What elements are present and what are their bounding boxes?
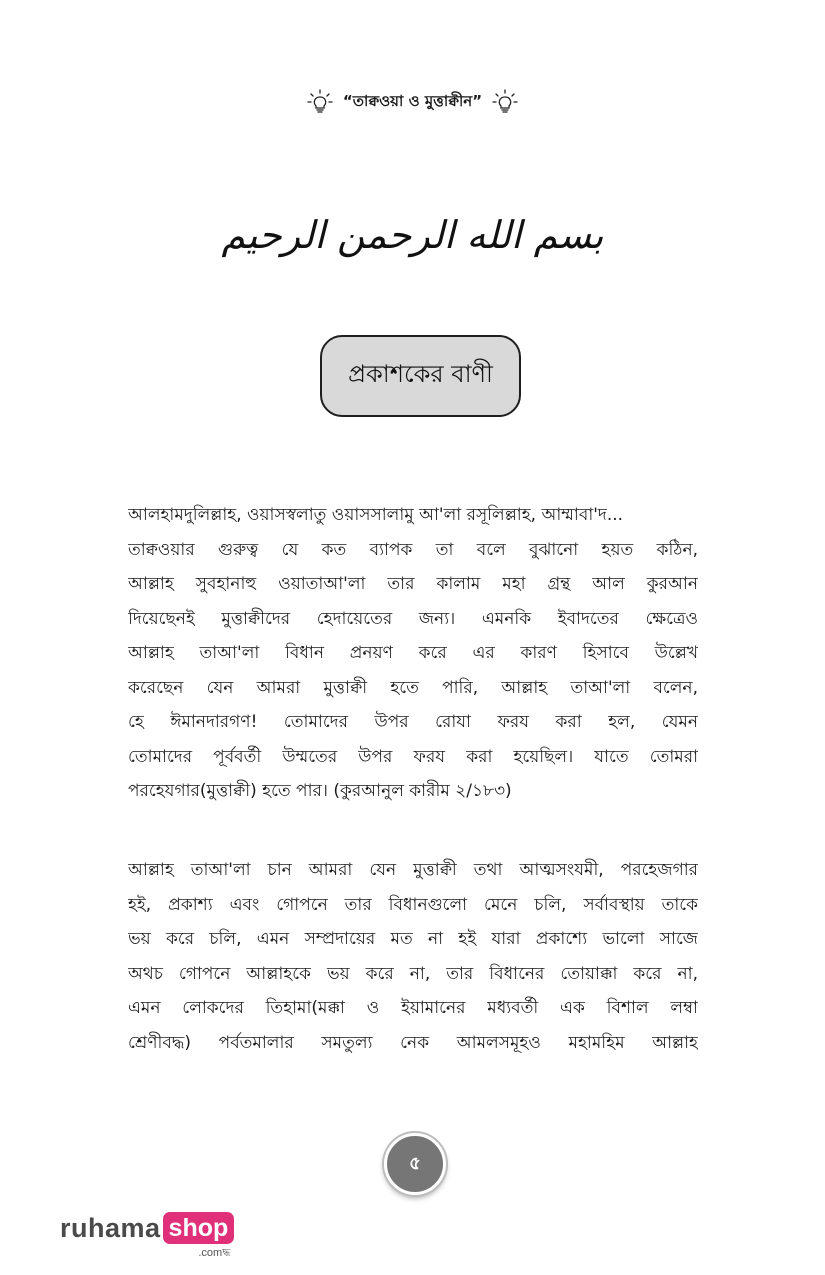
paragraph-line: আল্লাহ সুবহানাহু ওয়াতাআ'লা তার কালাম মহা গ্রন্থ আল কুরআন (128, 574, 698, 594)
lightbulb-icon (492, 89, 518, 115)
paragraph-line: আল্লাহ তাআ'লা চান আমরা যেন মুত্তাক্বী তথা আত্মসংযমী, পরহেজগার (128, 860, 698, 880)
paragraph-line: পরহেযগার(মুত্তাক্বী) হতে পার। (কুরআনুল কারীম ২/১৮৩) (128, 781, 512, 801)
logo-word: ruhama (60, 1213, 161, 1243)
paragraph-line: আলহামদুলিল্লাহ, ওয়াসস্বলাতু ওয়াসসালামু আ'লা রসূলিল্লাহ, আম্মাবা'দ... (128, 505, 624, 525)
logo-domain: .comদ্ধ (198, 1247, 231, 1259)
running-header (0, 88, 825, 116)
paragraph-line: অথচ গোপনে আল্লাহকে ভয় করে না, তার বিধানের তোয়াক্কা করে না, (128, 963, 698, 984)
lightbulb-icon (307, 89, 333, 115)
logo-shop-badge (163, 1212, 235, 1259)
bismillah-calligraphy: بسم الله الرحمن الرحيم (221, 213, 604, 257)
paragraph-1 (128, 498, 698, 809)
page-number-badge (384, 1133, 446, 1195)
header-title: “তাক্বওয়া ও মুত্তাক্বীন” (342, 91, 483, 110)
logo-shop: shop (163, 1212, 235, 1244)
section-title-box (320, 335, 521, 417)
paragraph-line: তোমাদের পূর্ববর্তী উম্মতের উপর ফরয করা হয়েছিল। যাতে তোমরা (128, 746, 698, 767)
paragraph-line: তাক্বওয়ার গুরুত্ব যে কত ব্যাপক তা বলে বুঝানো হয়ত কঠিন, (128, 539, 698, 560)
page-number: ৫ (409, 1152, 421, 1174)
paragraph-line: করেছেন যেন আমরা মুত্তাক্বী হতে পারি, আল্লাহ তাআ'লা বলেন, (128, 677, 698, 698)
paragraph-line: দিয়েছেনই মুত্তাক্বীদের হেদায়েতের জন্য। এমনকি ইবাদতের ক্ষেত্রেও (128, 608, 698, 629)
ruhamashop-logo (60, 1212, 234, 1262)
paragraph-line: হে ঈমানদারগণ! তোমাদের উপর রোযা ফরয করা হল, যেমন (128, 712, 698, 732)
paragraph-line: হই, প্রকাশ্য এবং গোপনে তার বিধানগুলো মেনে চলি, সর্বাবস্থায় তাকে (128, 894, 698, 915)
section-title: প্রকাশকের বাণী (348, 360, 493, 388)
paragraph-line: শ্রেণীবদ্ধ) পর্বতমালার সমতুল্য নেক আমলসমূহও মহামহিম আল্লাহ (128, 1032, 698, 1053)
paragraph-2 (128, 853, 698, 1060)
paragraph-line: এমন লোকদের তিহামা(মক্কা ও ইয়ামানের মধ্যবর্তী এক বিশাল লম্বা (128, 998, 698, 1018)
paragraph-line: ভয় করে চলি, এমন সম্প্রদায়ের মত না হই যারা প্রকাশ্যে ভালো সাজে (128, 929, 698, 949)
paragraph-line: আল্লাহ তাআ'লা বিধান প্রনয়ণ করে এর কারণ হিসাবে উল্লেখ (128, 643, 698, 663)
